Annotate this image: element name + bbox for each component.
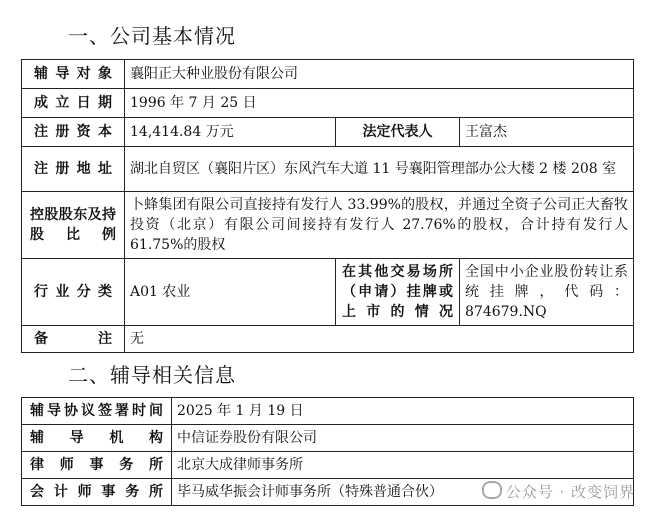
table-row (22, 425, 634, 452)
remarks-label: 备注 (22, 326, 125, 353)
remarks-value: 无 (125, 326, 634, 353)
table-row (22, 452, 634, 479)
agreement-date-value: 2025 年 1 月 19 日 (172, 398, 634, 425)
table-row (22, 89, 634, 118)
mentee-value: 襄阳正大种业股份有限公司 (125, 60, 634, 89)
legal-rep-label: 法定代表人 (336, 118, 460, 147)
table-row (22, 398, 634, 425)
capital-value: 14,414.84 万元 (125, 118, 336, 147)
industry-value: A01 农业 (125, 259, 336, 326)
listing-value: 全国中小企业股份转让系统挂牌，代码：874679.NQ (460, 259, 634, 326)
table-row (22, 192, 634, 259)
institution-value: 中信证券股份有限公司 (172, 425, 634, 452)
table-row (22, 259, 634, 326)
shareholder-value: 卜蜂集团有限公司直接持有发行人 33.99%的股权，并通过全资子公司正大畜牧投资（北京）有限公司间接持有发行人 27.76%的股权，合计持有发行人 61.75%的股权 (125, 192, 634, 259)
law-firm-label: 律师事务所 (22, 452, 172, 479)
wechat-icon (482, 481, 502, 499)
law-firm-value: 北京大成律师事务所 (172, 452, 634, 479)
section-heading-tutoring-info: 二、辅导相关信息 (68, 363, 236, 387)
table-row (22, 147, 634, 192)
table-row (22, 60, 634, 89)
institution-label: 辅导机构 (22, 425, 172, 452)
industry-label: 行业分类 (22, 259, 125, 326)
capital-label: 注册资本 (22, 118, 125, 147)
address-label: 注册地址 (22, 147, 125, 192)
table-row (22, 326, 634, 353)
watermark (482, 481, 635, 502)
founded-value: 1996 年 7 月 25 日 (125, 89, 634, 118)
accounting-firm-label: 会计师事务所 (22, 479, 172, 506)
shareholder-label: 控股股东及持股比例 (22, 192, 125, 259)
watermark-text: 公众号 · 改变饲界 (505, 483, 635, 501)
mentee-label: 辅导对象 (22, 60, 125, 89)
founded-label: 成立日期 (22, 89, 125, 118)
agreement-date-label: 辅导协议签署时间 (22, 398, 172, 425)
legal-rep-value: 王富杰 (460, 118, 634, 147)
address-value: 湖北自贸区（襄阳片区）东风汽车大道 11 号襄阳管理部办公大楼 2 楼 208 室 (125, 147, 634, 192)
company-info-table (21, 59, 634, 353)
section-heading-company-info: 一、公司基本情况 (68, 24, 236, 48)
table-row (22, 118, 634, 147)
accounting-firm-value: 毕马威华振会计师事务所（特殊普通合伙） (172, 479, 634, 506)
listing-label: 在其他交易场所（申请）挂牌或上市的情况 (336, 259, 460, 326)
